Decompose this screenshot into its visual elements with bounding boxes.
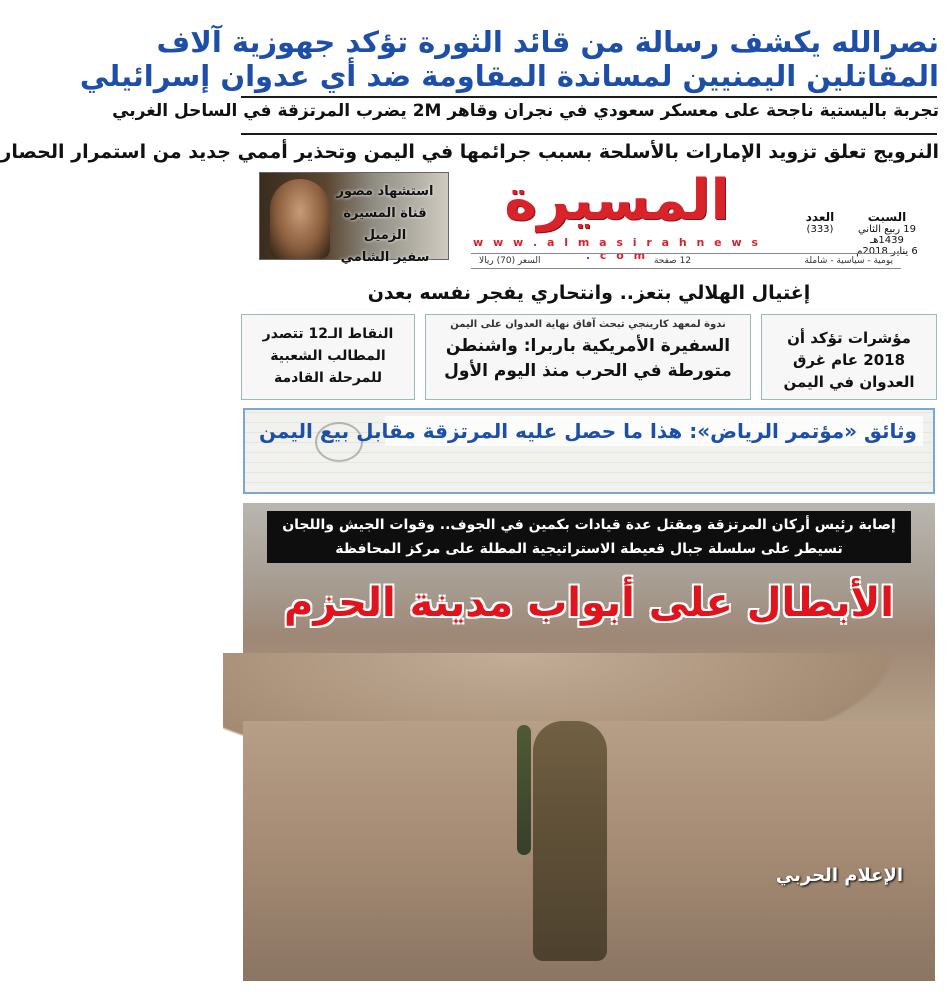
rocket-launcher	[517, 725, 531, 855]
documents-headline: وثائق «مؤتمر الرياض»: هذا ما حصل عليه المرتزقة مقابل بيع اليمن	[385, 416, 923, 446]
hijri-date: 19 ربيع الثاني 1439هـ	[857, 224, 917, 246]
paper-type: يومية - سياسية - شاملة	[804, 256, 893, 266]
website-url: w w w . a l m a s i r a h n e w s . c o m	[472, 236, 761, 262]
price: السعر (70) ريالا	[479, 256, 541, 266]
box-line: مؤشرات تؤكد أن	[787, 329, 911, 347]
date-block	[847, 210, 927, 257]
divider	[241, 133, 937, 135]
caption-line: استشهاد مصور	[336, 184, 434, 199]
main-headline: الأبطال على أبواب مدينة الحزم	[284, 580, 894, 626]
indicators-box	[761, 314, 937, 400]
box-line: العدوان في اليمن	[783, 373, 915, 391]
soldier-figure	[533, 721, 607, 961]
issue-number: (333)	[806, 224, 834, 235]
carnegie-box	[425, 314, 751, 400]
photo-caption	[326, 181, 444, 269]
logo-block	[467, 168, 767, 260]
caption-line: سفير الشامي	[340, 250, 430, 265]
newspaper-logo: المسيرة	[504, 168, 730, 233]
second-headline: تجربة باليستية ناجحة على معسكر سعودي في نجران وقاهر 2M يضرب المرتزقة في الساحل الغربي	[112, 101, 939, 121]
page-count: 12 صفحة	[653, 256, 692, 266]
photo-credit: الإعلام الحربي	[775, 865, 903, 886]
martyr-photo	[259, 172, 449, 265]
box-line: 2018 عام غرق	[792, 351, 906, 369]
issue-label: العدد	[805, 210, 835, 224]
box-line: متورطة في الحرب منذ اليوم الأول	[444, 361, 732, 381]
gregorian-date: 6 يناير 2018م	[856, 246, 918, 257]
masthead-strap	[471, 253, 901, 269]
box-line: السفيرة الأمريكية باربرا: واشنطن	[445, 336, 731, 356]
documents-band	[243, 408, 935, 494]
box-line: النقاط الـ12 تتصدر	[262, 326, 394, 342]
deck-line-2: تسيطر على سلسلة جبال قعيطة الاستراتيجية المطلة على مركز المحافظة	[335, 541, 843, 557]
issue-block	[799, 210, 841, 235]
top-headline-line-1: نصرالله يكشف رسالة من قائد الثورة تؤكد جهوزية آلاف	[156, 25, 939, 59]
twelve-points-box	[241, 314, 415, 400]
box-line: المطالب الشعبية	[270, 348, 386, 364]
day-label: السبت	[867, 210, 907, 224]
third-headline: النرويج تعلق تزويد الإمارات بالأسلحة بسبب جرائمها في اليمن وتحذير أممي جديد من استمرار الحصار	[0, 141, 939, 163]
photo-deck	[267, 511, 911, 563]
assassination-headline: إغتيال الهلالي بتعز.. وانتحاري يفجر نفسه بعدن	[367, 282, 811, 304]
divider	[241, 96, 937, 98]
box-line: للمرحلة القادمة	[274, 370, 382, 386]
main-photo	[243, 503, 935, 981]
top-headline-line-2: المقاتلين اليمنيين لمساندة المقاومة ضد أي عدوان إسرائيلي	[79, 59, 939, 93]
portrait-image	[270, 179, 330, 259]
caption-line: قناة المسيرة الزميل	[343, 206, 427, 243]
deck-line-1: إصابة رئيس أركان المرتزقة ومقتل عدة قيادات بكمين في الجوف.. وقوات الجيش واللجان	[282, 517, 896, 533]
box-kicker: ندوة لمعهد كارينجي تبحث آفاق نهاية العدوان على اليمن	[450, 319, 726, 330]
